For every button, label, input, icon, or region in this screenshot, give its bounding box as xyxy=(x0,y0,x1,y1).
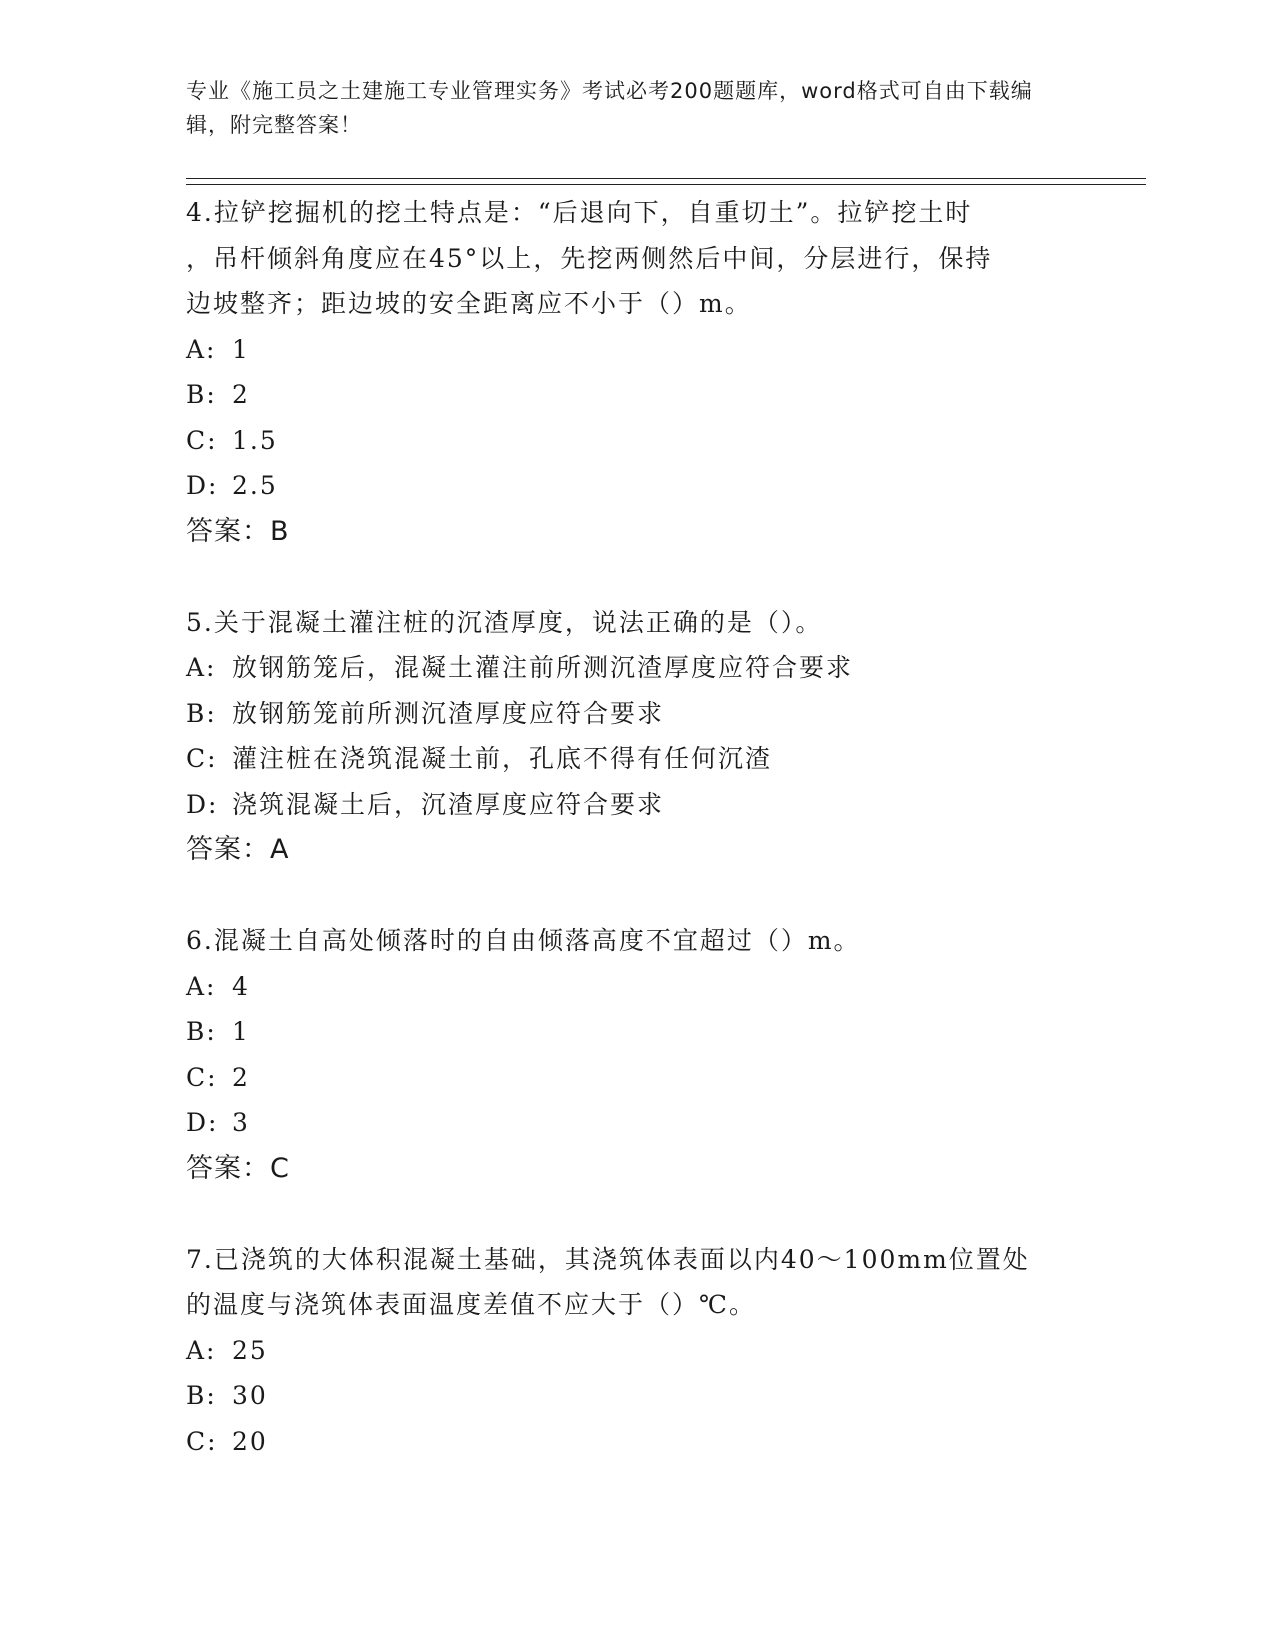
option-text: 2.5 xyxy=(232,471,278,500)
option-a xyxy=(186,327,1066,373)
question-list xyxy=(186,190,1066,1464)
option-text: 放钢筋笼后，混凝土灌注前所测沉渣厚度应符合要求 xyxy=(232,653,854,682)
option-c xyxy=(186,418,1066,464)
option-letter: D: xyxy=(186,471,219,500)
option-text: 1 xyxy=(232,1017,250,1046)
option-letter: D: xyxy=(186,789,219,819)
option-text: 2 xyxy=(232,380,250,409)
option-c xyxy=(186,736,1066,782)
option-b xyxy=(186,1009,1066,1055)
option-a xyxy=(186,1328,1066,1374)
question-stem-line: 边坡整齐；距边坡的安全距离应不小于（）m。 xyxy=(186,289,752,318)
document-title: 专业《施工员之土建施工专业管理实务》考试必考200题题库，word格式可自由下载编辑，附完整答案！ xyxy=(186,79,1033,137)
option-letter: B: xyxy=(186,1017,217,1046)
option-letter: A: xyxy=(186,653,217,682)
option-letter: D: xyxy=(186,1108,219,1137)
option-letter: B: xyxy=(186,698,217,728)
option-b xyxy=(186,1373,1066,1419)
option-text: 放钢筋笼前所测沉渣厚度应符合要求 xyxy=(232,698,665,728)
option-letter: C: xyxy=(186,1426,218,1456)
answer-line: 答案：A xyxy=(186,834,290,865)
option-text: 1 xyxy=(232,334,250,364)
answer-line: 答案：B xyxy=(186,515,290,547)
question-stem-line: 5.关于混凝土灌注桩的沉渣厚度，说法正确的是（）。 xyxy=(186,607,823,637)
option-letter: A: xyxy=(186,1335,217,1365)
option-letter: B: xyxy=(186,1381,217,1410)
question-spacer xyxy=(186,554,1066,600)
option-letter: B: xyxy=(186,380,217,409)
option-text: 20 xyxy=(232,1426,268,1456)
option-text: 4 xyxy=(232,971,250,1001)
question-4 xyxy=(186,190,1066,554)
option-text: 30 xyxy=(232,1381,268,1410)
option-c xyxy=(186,1419,1066,1465)
option-c xyxy=(186,1055,1066,1101)
option-text: 1.5 xyxy=(232,425,278,455)
header-divider-top xyxy=(186,178,1146,179)
question-7 xyxy=(186,1237,1066,1465)
question-6 xyxy=(186,918,1066,1191)
option-letter: C: xyxy=(186,425,218,455)
option-d xyxy=(186,1100,1066,1146)
option-text: 灌注桩在浇筑混凝土前，孔底不得有任何沉渣 xyxy=(232,744,773,773)
question-stem-line: ，吊杆倾斜角度应在45°以上，先挖两侧然后中间，分层进行，保持 xyxy=(186,243,993,273)
option-text: 25 xyxy=(232,1335,268,1365)
option-text: 3 xyxy=(232,1108,250,1137)
option-a xyxy=(186,645,1066,691)
question-stem-line: 6.混凝土自高处倾落时的自由倾落高度不宜超过（）m。 xyxy=(186,926,861,955)
option-d xyxy=(186,463,1066,509)
option-b xyxy=(186,691,1066,737)
option-text: 2 xyxy=(232,1062,250,1092)
document-header xyxy=(186,74,1066,142)
answer-line: 答案：C xyxy=(186,1152,290,1184)
option-letter: C: xyxy=(186,1062,218,1092)
option-text: 浇筑混凝土后，沉渣厚度应符合要求 xyxy=(232,789,665,819)
option-letter: A: xyxy=(186,334,217,364)
option-a xyxy=(186,964,1066,1010)
option-b xyxy=(186,372,1066,418)
question-spacer xyxy=(186,873,1066,919)
header-divider-bottom xyxy=(186,184,1146,185)
question-5 xyxy=(186,600,1066,873)
question-stem-line: 7.已浇筑的大体积混凝土基础，其浇筑体表面以内40～100mm位置处 xyxy=(186,1244,1030,1274)
option-letter: C: xyxy=(186,744,218,773)
question-stem-line: 的温度与浇筑体表面温度差值不应大于（）℃。 xyxy=(186,1290,756,1319)
option-d xyxy=(186,782,1066,828)
question-stem-line: 4.拉铲挖掘机的挖土特点是：“后退向下，自重切土”。拉铲挖土时 xyxy=(186,198,973,227)
option-letter: A: xyxy=(186,971,217,1001)
question-spacer xyxy=(186,1191,1066,1237)
